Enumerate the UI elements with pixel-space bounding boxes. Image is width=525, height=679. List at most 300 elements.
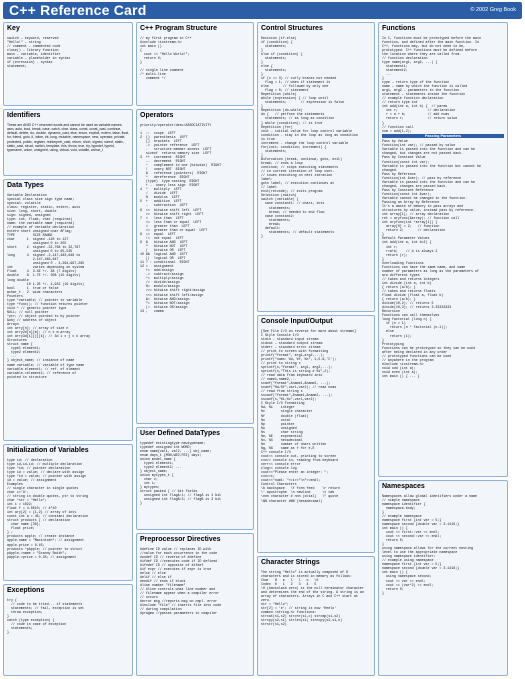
page-title: C++ Reference Card — [9, 1, 147, 18]
text-line: cout << "Hello World!"; — [140, 51, 190, 56]
text-line: char c; — [140, 476, 158, 481]
text-line: %n number of chars written — [261, 441, 327, 446]
text-line: else { — [261, 63, 273, 68]
text-line: const int a = 45; // constant declaration — [7, 514, 89, 519]
text-line: Char H e l l o \0 — [261, 577, 319, 582]
text-line: clog<< console log — [261, 466, 297, 471]
text-line: Repetition (while) — [261, 92, 297, 97]
text-line: union model_name { — [140, 456, 176, 461]
text-line: void * // generic pointer type — [7, 305, 67, 310]
operators-section — [136, 109, 254, 424]
text-line: } — [382, 509, 384, 514]
text-line: using namespace allows for the current nesting — [382, 546, 474, 551]
text-line: // single line comment — [140, 67, 184, 72]
text-line: struct packed { // bit fields — [140, 489, 198, 494]
text-line: ^ bitwise NOT LEFT — [140, 243, 188, 248]
preprocessor-section — [136, 533, 254, 676]
text-line: int arry3d[i][j][k]; // 3d i x j x k array — [7, 334, 91, 339]
text-line: ! unary NOT RIGHT — [140, 167, 186, 172]
text-line: comment */ — [140, 76, 166, 80]
text-line: type *func(); // function returns pointer — [7, 301, 89, 306]
text-line: // example using namespace — [382, 558, 434, 563]
text-line: Functions can be prototyped so they can be used — [382, 345, 475, 350]
text-line: -- decrement RIGHT — [140, 158, 186, 163]
data-types-section — [3, 179, 133, 441]
text-line: int i = 1022; — [7, 502, 33, 507]
text-line: type *variable; // pointer to variable — [7, 297, 83, 302]
text-line: // my first program in C++ — [140, 35, 192, 40]
text-line: type: int, float, char (required) — [7, 216, 73, 221]
text-line: type1 element1; — [140, 460, 174, 465]
text-line: // print to screen with formatting — [261, 348, 329, 353]
text-line: 2,147,483,647 — [7, 257, 59, 262]
text-line: Functions can have the same name, and same — [382, 264, 466, 269]
text-line: statements; — [261, 205, 291, 210]
text-line: close() – library function — [7, 47, 59, 52]
text-line: variable.element1; // ref. of element — [7, 366, 81, 371]
text-line: // example function declaration — [382, 96, 444, 101]
text-line: statements; — [7, 625, 33, 630]
text-line: variable->element1; // reference of — [7, 370, 77, 375]
text-line: It's a waste of memory to pass arrays and — [382, 204, 464, 209]
text-line: array[0] = 2; // function — [382, 224, 440, 229]
text-line: type – return type of the function — [382, 80, 450, 85]
text-line: long factorial (long n) { — [382, 317, 432, 322]
text-line: variable – placeholder in syntax — [7, 55, 71, 60]
text-line: int varies depending on system — [7, 265, 85, 270]
text-line: } — [7, 613, 9, 618]
text-line: %g, %G same as f for e,E — [261, 445, 315, 450]
text-line: strcat(s1,s2) strchr(s1,c) strcmp(s1,s2) — [261, 614, 341, 619]
text-line: The string "Hello" is actually composed of 6 — [261, 569, 349, 574]
text-line: float 4 3.4E +/- 38 (7 digits) — [7, 269, 77, 274]
text-line: #define ID value // replaces ID with — [140, 546, 212, 551]
text-line: Overloading Functions — [382, 260, 424, 265]
text-line: "Hello!" – string — [7, 39, 41, 44]
text-line: name – name by which the function is called — [382, 84, 468, 89]
text-line: Pointers — [7, 293, 23, 298]
text-line: float f = 4.0E10; // 4^10 — [7, 506, 57, 511]
text-line: #error msg //reports msg on cmpl. error — [140, 599, 218, 604]
console-io-heading: Console Input/Output — [261, 318, 333, 325]
text-line: type id,id,id; // multiple declaration — [7, 461, 83, 466]
text-line: cin>>i; — [261, 474, 275, 479]
text-line: stderr – standard error stream — [261, 344, 321, 349]
text-line: } — [382, 590, 384, 595]
text-line: #undef ID // reverse of #define — [140, 554, 202, 559]
text-line: level to use the appropriate namespace — [382, 550, 458, 555]
text-line: Repetition (for) — [261, 124, 293, 129]
text-line: pApple->price = 0.35; // assignment — [7, 554, 77, 559]
text-line: int add(int a, int b=2) { — [382, 240, 432, 245]
text-line: |= bitwise OR/assign — [140, 304, 188, 309]
text-line: return 0; — [140, 55, 162, 60]
text-line: default: — [261, 225, 281, 230]
text-line: 11 ? : conditional RIGHT — [140, 260, 190, 265]
text-line: ret = aryfunc(&array); // function call — [382, 216, 460, 221]
namespaces-content — [382, 494, 504, 595]
text-line: float price; — [7, 526, 35, 531]
text-line: printf("format", arg1,arg2,...); — [261, 352, 325, 357]
text-line: asm, auto, bool, break, case, catch, char, class, const, const_cast, continue, default, delete, do, double, dynamic_cast, else, enum, explicit, extern, false, float, for, friend, goto, if, inline, int, long, mutable, namespace, new, operator, private, protected, public, register, reinterpret_cast, return, short, signed, sizeof, static, static_cast, struct, switch, template, this, throw, true, try, typedef, typeid, typename, union, unsigned, using, virtual, void, volatile, wchar_t — [7, 126, 129, 153]
text-line: is true — [261, 136, 275, 141]
text-line: are different types — [382, 272, 420, 277]
text-line: | bitwise OR LEFT — [140, 247, 186, 252]
text-line: statements; — [261, 55, 287, 60]
key-content — [7, 36, 129, 68]
text-line: // label — [261, 185, 277, 190]
text-line: \' apostrophe \n newline \t tab — [261, 490, 335, 495]
text-line: cout << (var*2) << endl; — [382, 582, 434, 587]
text-line: switch – keyword, reserved — [7, 35, 59, 40]
text-line: short 2 signed -32,768 to 32,767 — [7, 245, 81, 250]
key-heading: Key — [7, 25, 20, 32]
text-line: r=a+b; // b is always 2 — [382, 248, 438, 253]
text-line: Examples — [7, 481, 23, 486]
text-line: // example of variable declaration — [7, 224, 75, 229]
text-line: namespace second {double var = 3.1416;} — [382, 566, 460, 571]
text-line: 9 & bitwise AND LEFT — [140, 239, 188, 244]
text-line: C Style I/O Formatting — [261, 401, 305, 406]
text-line: // read from string s — [261, 389, 303, 394]
text-line: %= modulo/assign — [140, 284, 180, 289]
text-line: { — [140, 47, 142, 52]
text-line: str = "Hello"; — [261, 601, 289, 606]
text-line: main – variable, identifier — [7, 51, 61, 56]
text-line: %d, %i integer — [261, 405, 295, 410]
text-line: %f double (float) — [261, 413, 309, 418]
text-line: type id = value; // declare with assign — [7, 469, 85, 474]
text-line: int array[1]; // array declaration — [382, 212, 450, 217]
text-line: exit(retcode); // exits program — [261, 189, 323, 194]
text-line: cout << first::var << endl; — [382, 529, 440, 534]
text-line: #else // else — [140, 570, 166, 575]
text-line: // example namespace — [382, 513, 422, 518]
operators-heading: Operators — [140, 112, 174, 119]
text-line: // inues executing on next iteration — [261, 173, 333, 178]
text-line: ... — [7, 354, 17, 359]
text-line: // comment – commented code — [7, 43, 61, 48]
text-line: &obj // address of object — [7, 317, 57, 322]
text-line: %x, %X hexadecimal — [261, 437, 303, 442]
passing-parameters-content — [382, 139, 504, 378]
text-line: increment - change the loop control variable — [261, 140, 349, 145]
text-line: type id; // declaration — [7, 457, 53, 462]
text-line: // print to string s — [261, 360, 301, 365]
text-line: throw exception; — [7, 609, 43, 614]
text-line: } — [382, 256, 384, 261]
text-line: namespace first {int var = 5;} — [382, 517, 442, 522]
text-line: // anywhere in the program — [382, 357, 434, 362]
text-line: function, and defined after the main function. In — [382, 39, 479, 44]
text-line: 6 << bitwise shift left LEFT — [140, 207, 202, 212]
character-strings-section — [257, 556, 375, 676]
text-line: statements; // default statements — [261, 229, 335, 234]
text-line: -> pointer reference LEFT — [140, 142, 200, 147]
text-line: special class size sign type name; — [7, 196, 75, 201]
text-line: char *str = "Hello"; — [7, 498, 47, 502]
text-line: cout<<"Please enter an integer: "; — [261, 470, 329, 475]
text-line: 13 , comma — [140, 308, 164, 313]
text-line: %e, %E exponential — [261, 433, 303, 438]
text-line: void odd (int a); — [382, 365, 416, 370]
text-line: 1 :: scope LEFT — [140, 130, 176, 135]
text-line: else if (condition) { — [261, 51, 303, 56]
text-line: Variable Declaration — [7, 192, 47, 197]
text-line: statements; — [261, 148, 287, 153]
text-line: statement2; — [382, 67, 408, 72]
character-strings-heading: Character Strings — [261, 559, 320, 566]
text-line: } — [140, 59, 142, 64]
text-line: } — [382, 120, 384, 125]
text-line: int divide (int a, int b) — [382, 280, 432, 285]
exceptions-heading: Exceptions — [7, 587, 45, 594]
text-line: += add/assign — [140, 268, 174, 273]
text-line: number of parameters as long as the parameters of — [382, 268, 479, 273]
text-line: 2 () parenthesis LEFT — [140, 134, 188, 139]
text-line: *= multiply/assign — [140, 276, 184, 281]
text-line: else — [382, 329, 394, 334]
text-line: Default Parameter Values — [382, 236, 430, 241]
text-line: sscanf("format",&name1,&name2, ...); — [261, 393, 333, 398]
control-structures-section — [257, 22, 375, 312]
text-line: 10 && logical AND LEFT — [140, 252, 188, 257]
text-line: break; // needed to end flow — [261, 209, 325, 214]
text-line: return (n * factorial (n-1)); — [382, 325, 448, 330]
text-line: Control Characters — [261, 482, 297, 487]
text-line: \b backspace \f form feed \r return — [261, 486, 341, 491]
text-line: statements; // fail, exception is set — [7, 605, 85, 610]
text-line: >>= bitwise shift right/assign — [140, 288, 206, 293]
user-datatypes-heading: User Defined DataTypes — [140, 430, 221, 437]
text-line: return 0; — [382, 586, 404, 591]
text-line: sscanf(s,"%i,%c",var1,var2); — [261, 397, 317, 402]
text-line: stdout – standard output stream — [261, 340, 323, 345]
text-line: Variable is passed into the function and can be — [382, 179, 475, 184]
text-line: } — [382, 232, 384, 237]
data-types-heading: Data Types — [7, 182, 44, 189]
text-line: strstr(s1,s2) — [261, 622, 287, 627]
text-line: type *id = value; // pointer with assign — [7, 473, 87, 478]
text-line: zero. — [261, 597, 271, 602]
text-line: priority/operator/desc/ASSOCIATIVITY — [140, 122, 212, 127]
text-line: while (expression) { // loop until — [261, 96, 329, 101]
text-line: \0 (backslash zero) is the null terminator character — [261, 585, 364, 590]
text-line: namespace second {double var = 3.1416;} — [382, 521, 460, 526]
text-line: TYPE SIZE RANGE — [7, 233, 53, 237]
text-line: } — [382, 76, 384, 80]
text-line: } mytypes; — [140, 485, 160, 490]
text-line: special: volatile — [7, 200, 41, 205]
text-line: class: register, static, extern, auto — [7, 204, 81, 209]
text-line: bool 1 true or false — [7, 285, 59, 290]
text-line: type *id; // pointer declaration — [7, 465, 71, 470]
text-line: > greater than LEFT — [140, 223, 190, 228]
text-line: Selection (switch) — [261, 193, 297, 198]
text-line: condition - stay in the loop as long as condition — [261, 132, 358, 137]
text-line: statements; — [261, 217, 291, 222]
text-line: int main () { — [382, 570, 408, 575]
text-line: ^= bitwise NOT/assign — [140, 300, 190, 305]
text-line: divide(10,2); // returns 5 — [382, 301, 434, 306]
text-line: function(int var); // passed by value — [382, 143, 456, 148]
text-line: #include "file" // inserts file into code — [140, 603, 222, 608]
text-line: . structure member access LEFT — [140, 146, 212, 151]
text-line: } — [261, 104, 263, 109]
text-line: -= subtract/assign — [140, 272, 184, 277]
text-line: return r; // return value — [382, 116, 458, 121]
text-line: } — [261, 71, 263, 76]
text-line: using namespace second; — [382, 574, 432, 579]
text-line: #ifndef ID // opposite of #ifdef — [140, 562, 204, 567]
text-line: scanf("format",&name1,&name2, ...); — [261, 381, 331, 386]
preprocessor-content — [140, 547, 250, 616]
text-line: / divide LEFT — [140, 191, 178, 196]
text-line: & reference (pointers) RIGHT — [140, 171, 208, 176]
text-line: } object_name; // instance of name — [7, 358, 75, 363]
initialization-heading: Initialization of Variables — [7, 447, 89, 454]
text-line: Pass by Constant Value — [382, 155, 426, 160]
text-line: products apple; // create instance — [7, 534, 75, 539]
namespaces-section — [378, 480, 508, 676]
text-line: - subtraction LEFT — [140, 203, 188, 208]
text-line: changed, but changes are not passed back. — [382, 151, 464, 156]
text-line: scanf("%d,%f",var1,var2); // read nums — [261, 385, 337, 390]
text-line: statements; // as long as condition — [261, 116, 335, 121]
text-line: sprintf(s,"format", arg1, arg2,...); — [261, 364, 333, 369]
text-line: Pass by Constant Reference — [382, 187, 434, 192]
text-line: #line number "filename" — [140, 582, 186, 587]
passing-parameters-heading: Passing Parameters — [382, 134, 504, 139]
text-line: // simple namespace — [382, 497, 420, 502]
identifiers-section — [3, 109, 133, 176]
text-line: 10 1.2E +/- 4,932 (19 digits) — [7, 281, 85, 286]
text-line: the location where they are called from. — [382, 51, 462, 56]
text-line: // string in double quotes, ptr to string — [7, 493, 89, 498]
text-line: extern short unsigned char AFlag; — [7, 228, 73, 233]
text-line: else // followed by only one — [261, 84, 329, 89]
text-line: != not equal LEFT — [140, 235, 184, 240]
text-line: apple.name = "Macintosh"; // assignment — [7, 538, 85, 543]
text-line: int r; // declaration — [382, 108, 456, 113]
text-line: // single character in single quotes — [7, 485, 79, 490]
text-line: } — [7, 629, 9, 634]
text-line: statements; — [261, 43, 287, 48]
text-line: C Style Console I/O — [261, 332, 299, 337]
text-line: Namespaces allow global identifiers under a name — [382, 493, 477, 498]
text-line: #endif // ends if block — [140, 578, 186, 583]
text-line: case constant2: — [261, 213, 295, 218]
text-line: } object_name; — [140, 468, 168, 473]
text-line: int add(int a, int b) { // parms — [382, 104, 448, 109]
text-line: } — [140, 501, 142, 506]
text-line: 4 * multiply LEFT — [140, 187, 182, 192]
text-line: cout<<"num1: "<<i<<"\n"<<endl; — [261, 478, 321, 483]
text-line: // takes and returns integers — [382, 276, 440, 281]
copyright: © 2002 Greg Book — [470, 7, 516, 14]
text-line: These are ANSI C++ reserved words and cannot be used as variable names. — [7, 122, 123, 127]
text-line: long 4 signed -2,147,483,648 to — [7, 253, 81, 258]
text-line: { return (a/b); } — [382, 297, 416, 302]
text-line: Structures — [7, 338, 27, 343]
text-line: changed. — [382, 167, 398, 172]
text-line: /= divide/assign — [140, 280, 180, 285]
user-datatypes-content — [140, 441, 250, 506]
text-line: int i; — [140, 481, 156, 485]
text-line: namespace-body; — [382, 505, 416, 510]
text-line: Pass by Value — [382, 139, 408, 144]
text-line: // takes and returns floats — [382, 289, 436, 294]
text-line: union mytypes_t { — [140, 472, 174, 477]
text-line: break; // ends a loop — [261, 160, 303, 165]
text-line: // #line controls what line number and — [140, 587, 216, 591]
text-line: } ; — [7, 530, 13, 535]
text-line: #ifdef ID //executes code if ID defined — [140, 558, 218, 563]
text-line: cout << var << endl; — [382, 578, 426, 583]
text-line: } — [261, 59, 263, 64]
text-line: 8 == equal LEFT — [140, 231, 176, 236]
initialization-section — [3, 444, 133, 581]
text-line: Index 0 1 2 3 4 5 — [261, 581, 317, 586]
text-line: Variable cannot be changed in the function. — [382, 195, 468, 200]
text-line: #elif // else if — [140, 574, 172, 579]
text-line: #if expr // executes if expr is true — [140, 566, 212, 571]
text-line: Prototyping — [382, 341, 404, 346]
text-line: } — [261, 152, 263, 157]
text-line: type1 element1; — [7, 346, 41, 351]
text-line: return (1); — [382, 333, 412, 338]
text-line: sizeof returns memory size LEFT — [140, 150, 212, 155]
text-line: [See File I/O on reverse for more about streams] — [261, 328, 356, 333]
user-datatypes-section — [136, 427, 254, 530]
text-line: %p pointer — [261, 421, 295, 426]
text-line: changed, changes are passed back. — [382, 183, 448, 188]
text-line: id = value; // assignment — [7, 477, 57, 482]
text-line: pointed to structure — [7, 374, 47, 379]
text-line: /* multi-line — [140, 71, 166, 76]
text-line: int main () — [140, 43, 162, 48]
text-line: and determines the end of the string. A string is an — [261, 589, 364, 594]
text-line: cout<< console out, printing to screen — [261, 453, 337, 458]
text-line: name: the variable name (required) — [7, 220, 75, 225]
text-line: stdin – standard input stream — [261, 336, 319, 341]
control-structures-content — [261, 36, 371, 238]
text-line: wchar_t 2 wide characters — [7, 289, 63, 294]
text-line: using namespace identifier; — [382, 554, 436, 559]
text-line: // read data from keyboard into — [261, 373, 323, 378]
text-line: array of characters. Arrays in C and C++ start at — [261, 593, 358, 598]
text-line: #include <iostream.h> — [382, 361, 424, 366]
text-line: // name1,name2,... — [261, 377, 297, 382]
text-line: char name [30]; — [7, 522, 41, 527]
text-line: products *pApple; // pointer to struct — [7, 546, 83, 551]
text-line: <<= bitwise shift left/assign — [140, 292, 204, 297]
text-line: unsigned int flagB:3; // flagB is 3 bit — [140, 497, 222, 502]
functions-heading: Functions — [382, 25, 416, 32]
text-line: if (x == 3) // curly braces not needed — [261, 76, 337, 80]
text-line: divide(10,3); // returns 3.33333333 — [382, 305, 452, 310]
text-line: apple.price = 0.45; — [7, 542, 45, 547]
identifiers-content — [7, 123, 129, 153]
text-line: function(const int var); — [382, 159, 430, 164]
text-line: statement1; — [382, 63, 408, 68]
text-line: ... — [382, 71, 392, 76]
text-line: cout << second::var << endl; — [382, 534, 442, 538]
text-line: Variable is passed into the function and can be — [382, 147, 475, 152]
text-line: break; — [261, 221, 281, 226]
text-line: str[2] = 'e'; // string is now 'Heelo' — [261, 605, 337, 610]
text-line: prototyped. C++ functions must be defined before — [382, 47, 477, 52]
